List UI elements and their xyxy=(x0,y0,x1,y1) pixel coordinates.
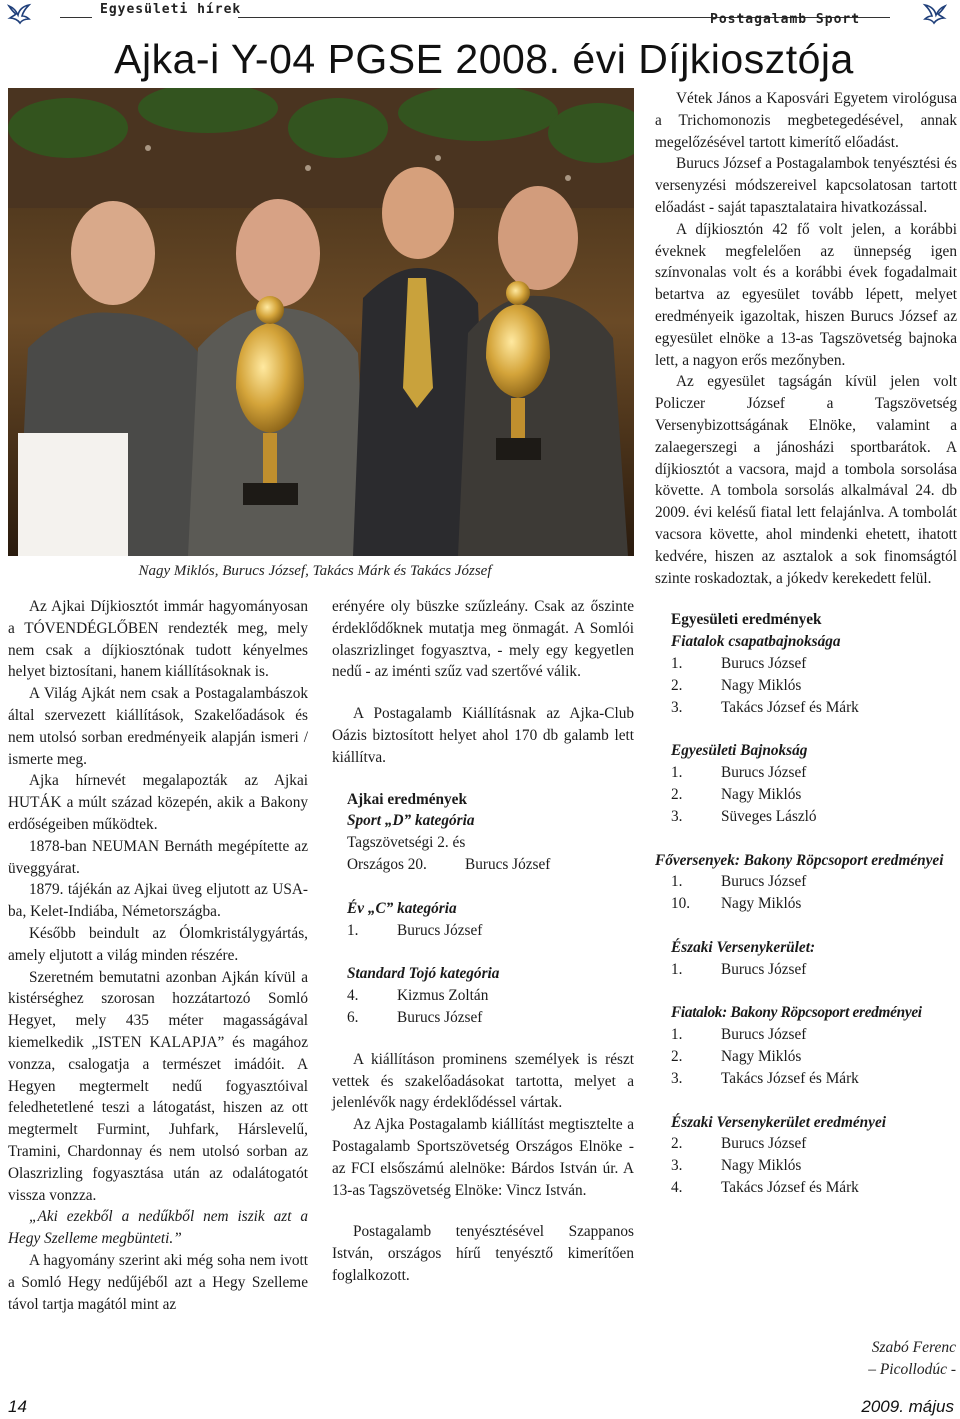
result-row: 3. Takács József és Márk xyxy=(671,698,859,716)
category-title: Sport „D” kategória xyxy=(347,812,475,830)
result-row: 1. Burucs József xyxy=(671,764,807,782)
paragraph: 1879. tájékán az Ajkai üveg eljutott az USA-ba, Kelet-Indiába, Németországba. xyxy=(8,881,308,921)
result-line: Tagszövetségi 2. és xyxy=(347,834,466,852)
paragraph: A kiállításon prominens személyek is részt vettek és szakelőadásokat tartotta, melyet a jelenlévők nagy érdeklődéssel vártak. xyxy=(332,1050,634,1112)
result-row: 3. Süveges László xyxy=(671,807,817,825)
result-row: 6. Burucs József xyxy=(347,1008,483,1026)
results-heading: Egyesületi eredmények xyxy=(671,611,822,629)
result-row: 2. Nagy Miklós xyxy=(671,1048,802,1066)
category-title: Egyesületi Bajnokság xyxy=(671,742,808,760)
result-row: 4. Takács József és Márk xyxy=(671,1179,859,1197)
author-signature xyxy=(868,1337,956,1381)
paragraph: Az Ajka Postagalamb kiállítást megtisztelte a Postagalamb Sportszövetség Országos Elnöke - az FCI elsőszámú alelnöke: Bárdos István úr. A 13-as Tagszövetség Elnöke: Vincz István. xyxy=(332,1116,634,1199)
paragraph: 1878-ban NEUMAN Bernáth megépítette az üveggyárat. xyxy=(8,837,308,877)
middle-column xyxy=(332,596,634,1287)
paragraph: Az egyesület tagságán kívül jelen volt Policzer József a Tagszövetség Versenybizottságának Elnöke, valamint a zalaegerszegi a jánosházi sportbarátok. A díjkiosztót a vacsora, majd a tombola sorsolása követte. A tombola sorsolás alkalmával 24. db 2009. évi kelésű fiatal lett felajánlva. A tombolát vacsora követte, ahol mindenki ehetett, ihatott kedvére, hiszen az asztalok a sok finomságtól szinte roskadoztak, a jókedv kerekedett felül. xyxy=(655,373,957,587)
paragraph: erényére oly büszke szűzleány. Csak az őszinte érdeklődőknek mutatja meg önmagát. A Somlói olaszrizlinget fogyasztva, - mely egy kegyetlen nedű - az iménti szűz vad szertővé válik. xyxy=(332,598,634,681)
author-alias: – Picollodúc - xyxy=(868,1361,956,1378)
category-title: Fiatalok csapatbajnoksága xyxy=(671,633,841,651)
paragraph: Burucs József a Postagalambok tenyésztési és versenyzési módszereivel kapcsolatosan tartott előadást - saját tapasztalataira hivatkozással. xyxy=(655,155,957,216)
category-title: Főversenyek: Bakony Röpcsoport eredményei xyxy=(655,851,944,869)
paragraph: A Postagalamb Kiállításnak az Ajka-Club Oázis biztosított helyet ahol 170 db galamb lett kiállítva. xyxy=(332,705,634,766)
magazine-label: Postagalamb Sport xyxy=(710,12,861,27)
dove-icon xyxy=(922,2,948,26)
result-row: Országos 20. Burucs József xyxy=(347,855,551,873)
paragraph: Szeretném bemutatni azonban Ajkán kívül a kistérséghez szorosan hozzátartozó Somló Hegyet, mely 435 méter magasságával kiemelkedik „ISTEN KALAPJA” és magához vonzza, csalogatja a természet imádóit. A Hegyen megtermelt nedű fogyasztóival feledhetetlené teszi a látogatást, hiszen az ott megtermelt Furmint, Juhfark, Hárslevelű, Tramini, Chardonnay és nem utolsó sorban az Olaszrizling fogyasztása után az odalátogatót vissza vonzza. xyxy=(8,968,308,1204)
header-rule-left xyxy=(60,17,92,18)
paragraph: Vétek János a Kaposvári Egyetem virológusa a Trichomonozis megbetegedésével, annak megelőzésével tartott kimerítő előadást. xyxy=(655,90,957,151)
result-row: 1. Burucs József xyxy=(671,960,807,978)
photo-caption: Nagy Miklós, Burucs József, Takács Márk és Takács József xyxy=(138,563,492,579)
result-row: 3. Nagy Miklós xyxy=(671,1157,802,1175)
quote: „Aki ezekből a nedűkből nem iszik azt a Hegy Szelleme megbünteti.” xyxy=(8,1208,308,1248)
result-row: 3. Takács József és Márk xyxy=(671,1069,859,1087)
results-heading: Ajkai eredmények xyxy=(347,790,467,808)
category-title: Északi Versenykerület eredményei xyxy=(671,1113,886,1131)
paragraph: A hagyomány szerint aki még soha nem ivott a Somló Hegy nedűjéből azt a Hegy Szelleme távol tartja magától mint az xyxy=(8,1251,308,1313)
result-row: 1. Burucs József xyxy=(671,1026,807,1044)
category-title: Standard Tojó kategória xyxy=(347,965,500,983)
left-column xyxy=(8,596,308,1315)
result-row: 2. Nagy Miklós xyxy=(671,676,802,694)
issue-date: 2009. május xyxy=(861,1397,954,1416)
ajka-results xyxy=(332,789,634,1029)
award-photo xyxy=(8,88,634,556)
right-column xyxy=(655,88,957,1199)
paragraph: A Világ Ajkát nem csak a Postagalambászok által szervezett kiállítások, Szakelőadások és nem utolsó sorban eredményeik alapján ismeri / ismerte meg. xyxy=(8,685,308,768)
paragraph: Később beindult az Ólomkristálygyártás, amely eljutott a világ minden részére. xyxy=(8,924,308,964)
category-title: Év „C” kategória xyxy=(347,899,457,917)
category-title: Fiatalok: Bakony Röpcsoport eredményei xyxy=(671,1004,922,1022)
article-title: Ajka-i Y-04 PGSE 2008. évi Díjkiosztója xyxy=(114,36,854,82)
result-row: 1. Burucs József xyxy=(347,921,483,939)
page-number: 14 xyxy=(8,1397,27,1416)
author-name: Szabó Ferenc xyxy=(871,1339,956,1356)
category-title: Északi Versenykerület: xyxy=(671,938,816,956)
result-row: 1. Burucs József xyxy=(671,873,807,891)
result-row: 1. Burucs József xyxy=(671,654,807,672)
result-row: 2. Burucs József xyxy=(671,1135,807,1153)
dove-icon xyxy=(6,2,32,26)
result-row: 4. Kizmus Zoltán xyxy=(347,987,489,1005)
club-results xyxy=(655,609,957,1199)
paragraph: Az Ajkai Díjkiosztót immár hagyományosan a TÓVENDÉGLŐBEN rendezték meg, mely nem csak a díjkiosztónak tudott kényelmes helyet biztosítani, hanem kiállításoknak is. xyxy=(8,598,308,681)
result-row: 10. Nagy Miklós xyxy=(671,895,802,913)
paragraph: A díjkiosztón 42 fő volt jelen, a korábbi éveknek megfelelően az ünnepség igen színvonalas volt és a korábbi évek fogadalmait betartva az egyesület tovább lépett, melyet eredményeik igazoltak, hiszen Burucs József az egyesület elnöke a 13-as Tagszövetség bajnoka lett, a nagyon erős mezőnyben. xyxy=(655,220,957,369)
paragraph: Ajka hírnevét megalapozták az Ajkai HUTÁK a múlt század közepén, akik a Bakony erdőségeiben működtek. xyxy=(8,772,308,833)
result-row: 2. Nagy Miklós xyxy=(671,785,802,803)
paragraph: Postagalamb tenyésztésével Szappanos István, országos hírű tenyésztő kimerítően foglalkozott. xyxy=(332,1223,634,1284)
section-label: Egyesületi hírek xyxy=(100,2,242,17)
